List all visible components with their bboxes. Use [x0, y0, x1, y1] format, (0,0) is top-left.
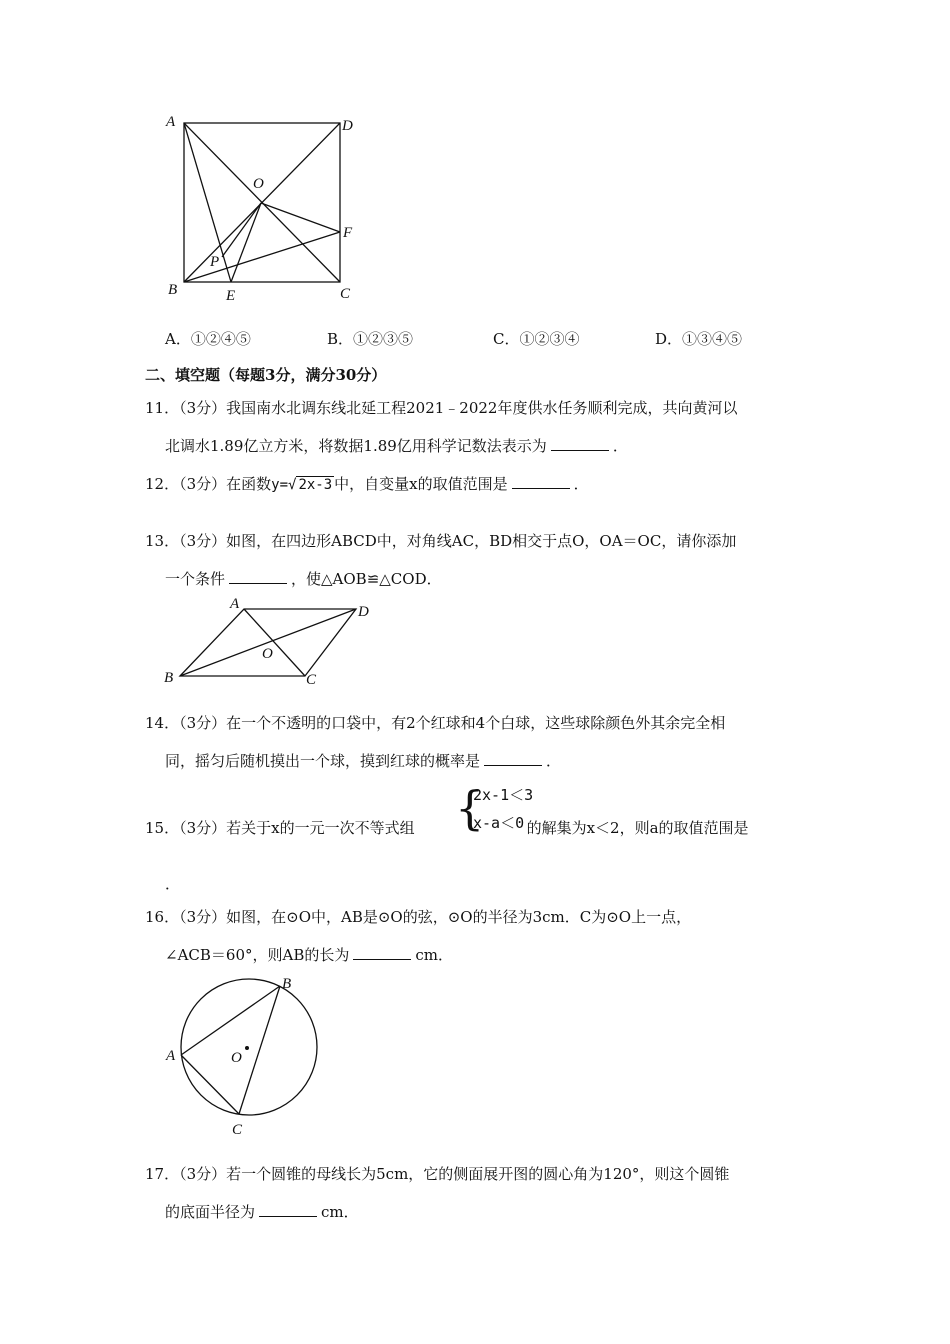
label-o-2: O [262, 646, 273, 662]
diagonal-ac-2 [244, 609, 305, 676]
choice-b: B．①②③⑤ [327, 330, 414, 348]
choice-a: A．①②④⑤ [165, 330, 251, 348]
label-c-2: C [306, 672, 317, 688]
q15-line2: ． [165, 875, 181, 893]
q12-function: y=√ 2x-3 [271, 477, 333, 493]
q14-line1: 14．（3分）在一个不透明的口袋中，有2个红球和4个白球，这些球除颜色外其余完全相 [145, 714, 726, 732]
q16-line1: 16．（3分）如图，在⊙O中，AB是⊙O的弦，⊙O的半径为3cm．C为⊙O上一点， [145, 908, 692, 926]
label-p: P [210, 254, 220, 270]
q15-inequality-system [455, 782, 555, 838]
q11-line2: 北调水1.89亿立方米，将数据1.89亿用科学记数法表示为 ． [165, 437, 628, 455]
q12-answer-blank[interactable] [512, 474, 570, 489]
q15-line: 15．（3分）若关于x的一元一次不等式组 的解集为x＜2，则a的取值范围是 [145, 819, 749, 837]
chord-ab [181, 986, 280, 1055]
label-b-2: B [164, 670, 174, 686]
diagonal-bd-2 [180, 609, 356, 676]
q16-line2: ∠ACB＝60°，则AB的长为 cm． [165, 946, 453, 964]
q17-line1: 17．（3分）若一个圆锥的母线长为5cm，它的侧面展开图的圆心角为120°，则这个圆锥 [145, 1165, 730, 1183]
segment-bf [184, 232, 340, 282]
label-a-3: A [166, 1048, 176, 1064]
label-d: D [342, 118, 353, 134]
q13-line2: 一个条件 ，使△AOB≌△COD． [165, 570, 442, 588]
label-a: A [166, 114, 176, 130]
figure-quadrilateral-abcd [158, 592, 388, 692]
figure-square-abcd [160, 110, 370, 310]
q17-line2: 的底面半径为 cm． [165, 1203, 359, 1221]
inequality-1: 2x-1＜3 [473, 786, 534, 804]
q12-line: 12．（3分）在函数y=√ 2x-3 中，自变量x的取值范围是 ． [145, 475, 589, 493]
label-c-3: C [232, 1122, 243, 1138]
chord-bc [239, 986, 280, 1114]
q13-line1: 13．（3分）如图，在四边形ABCD中，对角线AC，BD相交于点O，OA＝OC，请你添加 [145, 532, 737, 550]
choice-c: C．①②③④ [493, 330, 580, 348]
label-b: B [168, 282, 178, 298]
q11-line1: 11．（3分）我国南水北调东线北延工程2021﹣2022年度供水任务顺利完成，共向黄河以 [145, 399, 738, 417]
label-o-3: O [231, 1050, 242, 1066]
q11-answer-blank[interactable] [551, 436, 609, 451]
circle-outline [181, 979, 317, 1115]
brace-icon: { [455, 781, 485, 835]
segment-oe [231, 203, 261, 282]
center-dot [245, 1046, 249, 1050]
label-f: F [343, 225, 353, 241]
inequality-2: x-a＜0 [473, 814, 525, 832]
label-c: C [340, 286, 351, 302]
section-title: 二、填空题（每题3分，满分30分） [145, 366, 387, 384]
q14-answer-blank[interactable] [484, 751, 542, 766]
label-o: O [253, 176, 264, 192]
label-a-2: A [230, 596, 240, 612]
q17-answer-blank[interactable] [259, 1202, 317, 1217]
segment-of [261, 203, 340, 232]
label-e: E [226, 288, 236, 304]
q14-line2: 同，摇匀后随机摸出一个球，摸到红球的概率是 ． [165, 752, 562, 770]
label-b-3: B [282, 976, 292, 992]
choice-d: D．①③④⑤ [655, 330, 743, 348]
q13-answer-blank[interactable] [229, 569, 287, 584]
figure-circle-o [158, 970, 338, 1140]
label-d-2: D [358, 604, 369, 620]
q16-answer-blank[interactable] [353, 945, 411, 960]
segment-op [222, 203, 261, 257]
